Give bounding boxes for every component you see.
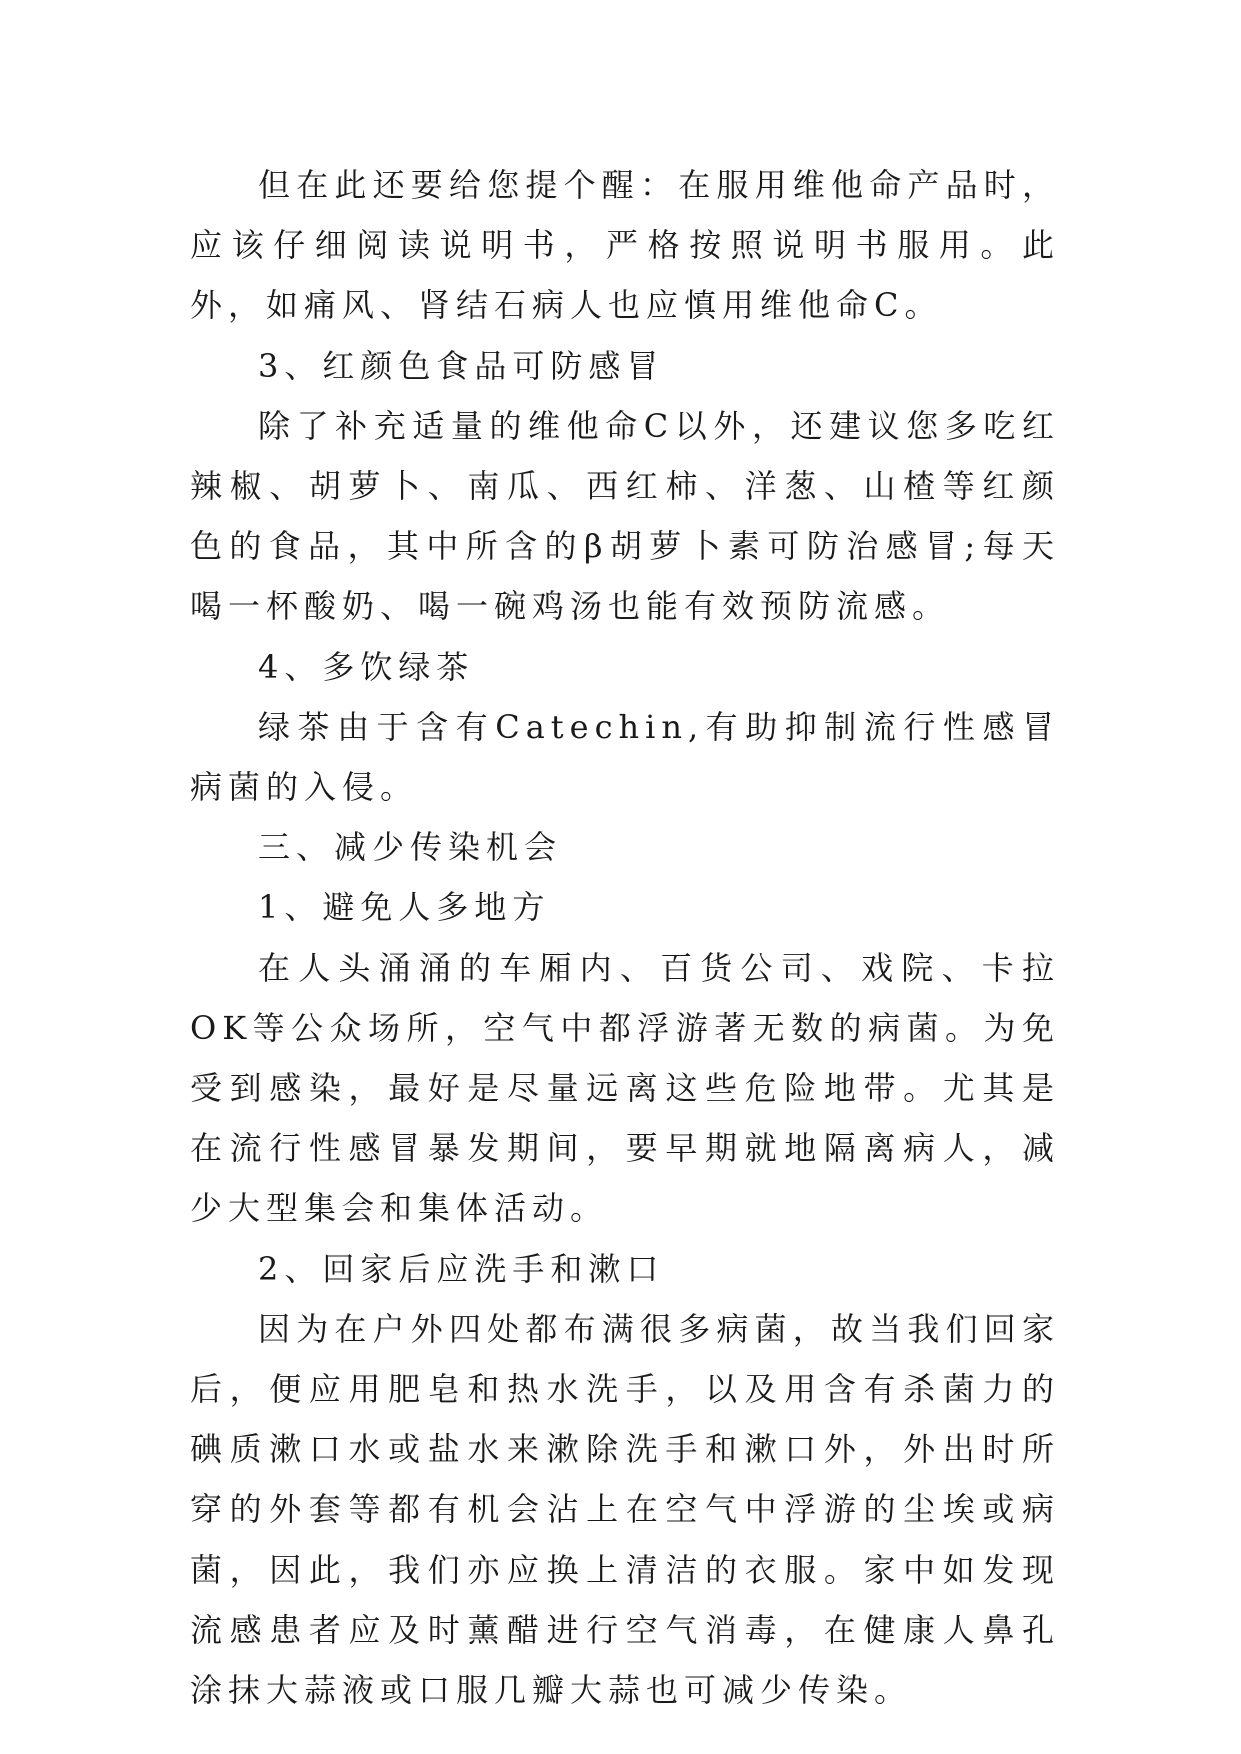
paragraph-avoid-crowds: 在人头涌涌的车厢内、百货公司、戏院、卡拉OK等公众场所，空气中都浮游著无数的病菌。为免受到感染，最好是尽量远离这些危险地带。尤其是在流行性感冒暴发期间，要早期就地隔离病人，减少大型集会和集体活动。	[190, 948, 1060, 1228]
heading-wash-hands: 2、回家后应洗手和漱口	[258, 1249, 665, 1288]
paragraph-wash-hands: 因为在户外四处都布满很多病菌，故当我们回家后，便应用肥皂和热水洗手，以及用含有杀菌力的碘质漱口水或盐水来漱除洗手和漱口外，外出时所穿的外套等都有机会沾上在空气中浮游的尘埃或病菌，因此，我们亦应换上清洁的衣服。家中如发现流感患者应及时薰醋进行空气消毒，在健康人鼻孔涂抹大蒜液或口服几瓣大蒜也可减少传染。	[190, 1309, 1060, 1710]
paragraph-red-foods: 除了补充适量的维他命C以外，还建议您多吃红辣椒、胡萝卜、南瓜、西红柿、洋葱、山楂等红颜色的食品，其中所含的β胡萝卜素可防治感冒;每天喝一杯酸奶、喝一碗鸡汤也能有效预防流感。	[190, 406, 1060, 626]
document-body	[190, 155, 1060, 1720]
heading-avoid-crowds: 1、避免人多地方	[258, 888, 551, 927]
heading-green-tea: 4、多饮绿茶	[258, 647, 475, 686]
paragraph-green-tea: 绿茶由于含有Catechin,有助抑制流行性感冒病菌的入侵。	[190, 707, 1060, 807]
heading-red-foods: 3、红颜色食品可防感冒	[258, 346, 665, 385]
heading-reduce-infection: 三、减少传染机会	[258, 828, 563, 867]
paragraph-vitamin-warning: 但在此还要给您提个醒：在服用维他命产品时，应该仔细阅读说明书，严格按照说明书服用。此外，如痛风、肾结石病人也应慎用维他命C。	[190, 166, 1060, 325]
